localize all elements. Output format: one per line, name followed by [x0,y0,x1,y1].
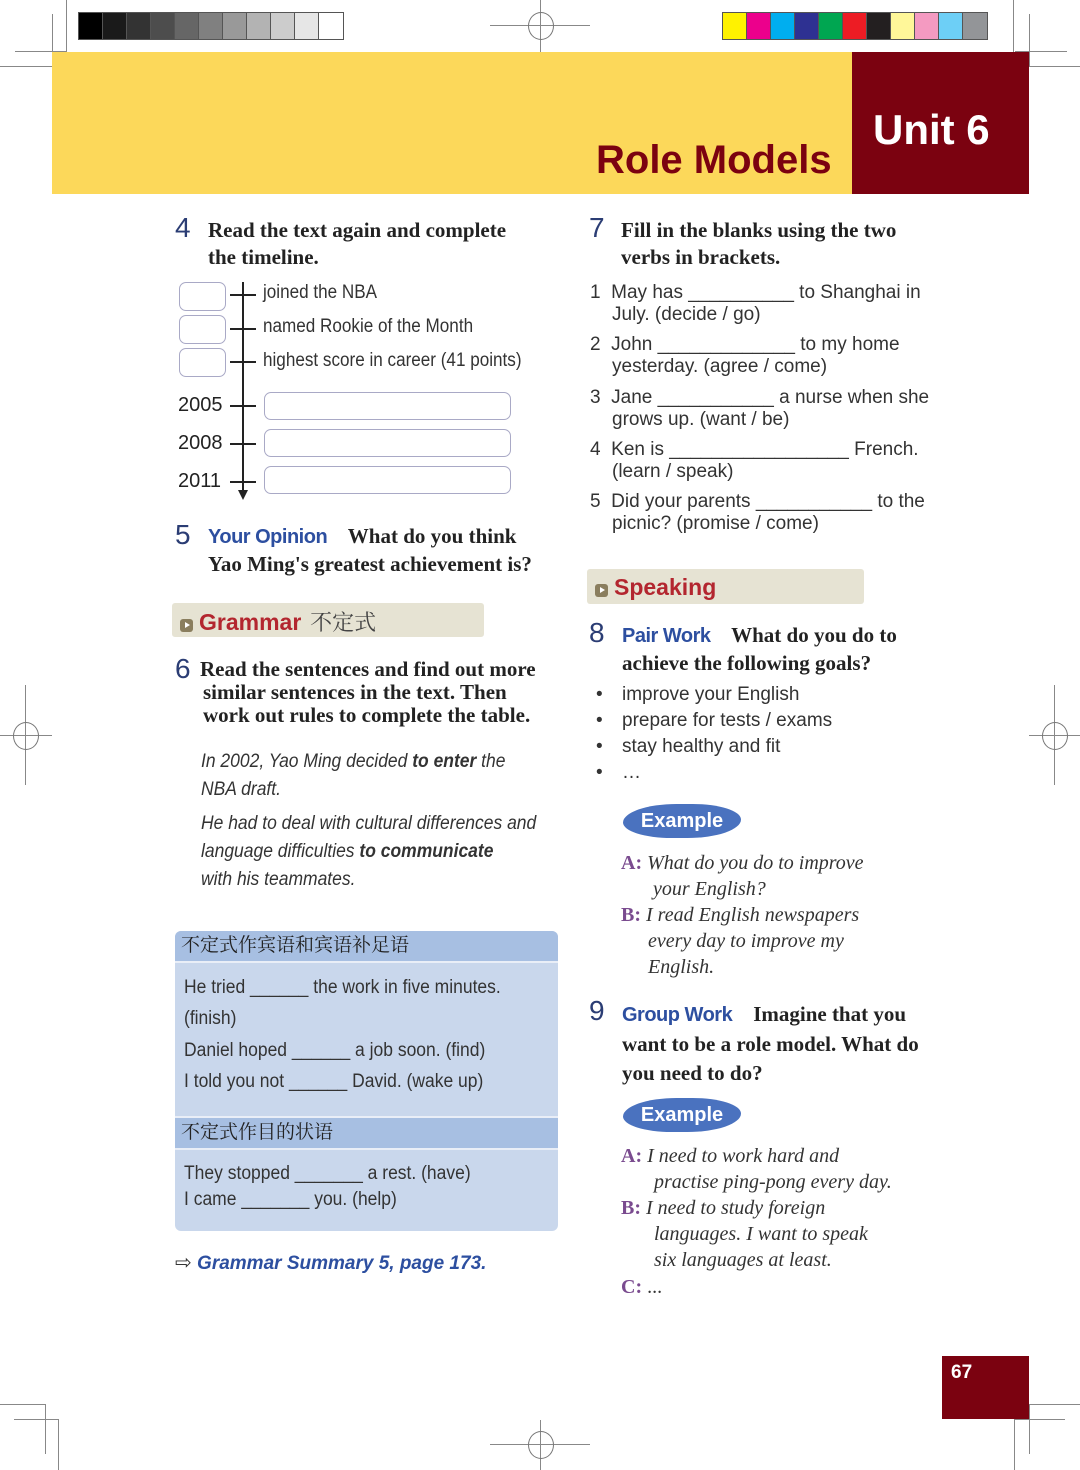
fill-in-item: 1 May has __________ to Shanghai in July. (decide / go) [590,282,921,325]
exercise-number: 6 [175,653,191,684]
question-text: What do you do to [731,623,897,647]
year-input[interactable] [179,282,226,311]
speaking-heading [595,574,716,601]
table-row: They stopped _______ a rest. (have) [184,1163,471,1184]
color-swatch [199,13,223,39]
grammar-table [175,931,558,1231]
color-swatch [127,13,151,39]
exercise-instruction [622,622,897,677]
exercise-instruction [200,658,536,727]
page-number: 67 [951,1362,973,1383]
activity-tag: Pair Work [622,625,711,647]
color-swatch [151,13,175,39]
grammar-label: Grammar [199,609,302,635]
exercise-number: 9 [589,995,605,1026]
instruction-line: work out rules to complete the table. [203,703,531,727]
fill-in-item: 4 Ken is _________________ French. (learn / speak) [590,439,919,482]
color-swatch [319,13,343,39]
dialog-line: A: What do you do to improve your English? [621,852,864,900]
event-input[interactable] [264,466,511,494]
color-swatch [939,13,963,39]
activity-tag: Group Work [622,1004,733,1026]
color-swatch [295,13,319,39]
color-swatch [723,13,747,39]
timeline-axis [242,282,244,492]
play-icon [595,584,608,597]
color-swatch [819,13,843,39]
grammar-summary-text: Grammar Summary 5, page 173. [197,1253,487,1274]
year-input[interactable] [179,348,226,377]
fill-in-item: 5 Did your parents ___________ to the picnic? (promise / come) [590,491,925,534]
play-icon [180,619,193,632]
exercise-instruction [208,523,532,578]
color-swatch [771,13,795,39]
table-section-title: 不定式作目的状语 [175,1118,558,1148]
exercise-instruction [208,217,506,271]
grayscale-color-bar [78,12,344,40]
table-row: He tried ______ the work in five minutes. [184,977,501,998]
dialog-line: B: I read English newspapers every day to improve my English. [621,904,860,978]
color-swatch [795,13,819,39]
table-row: I came _______ you. (help) [184,1189,397,1210]
event-input[interactable] [264,392,511,420]
question-text: achieve the following goals? [622,651,872,675]
unit-title: Unit 6 [873,106,990,153]
question-text: Imagine that you [753,1002,907,1026]
color-swatch [247,13,271,39]
grammar-summary-link[interactable] [175,1250,486,1275]
speaker-label: A: [621,1145,643,1167]
fill-in-item: 2 John _____________ to my home yesterday. (agree / come) [590,334,900,377]
year-input[interactable] [179,315,226,344]
color-swatch [223,13,247,39]
instruction-line: Read the text again and complete [208,218,507,242]
question-text: Yao Ming's greatest achievement is? [208,552,532,576]
fill-in-item: 3 Jane ___________ a nurse when she grows up. (want / be) [590,387,930,430]
instruction-line: verbs in brackets. [621,245,781,269]
exercise-number: 7 [589,212,605,243]
exercise-instruction [621,217,896,271]
speaker-label: B: [621,1197,641,1219]
example-badge: Example [623,804,741,838]
color-swatch [843,13,867,39]
speaking-label: Speaking [614,574,717,600]
speaker-label: A: [621,852,643,874]
exercise-instruction [622,1000,919,1088]
exercise-number: 4 [175,212,191,243]
arrow-right-icon: ⇨ [175,1252,192,1274]
timeline-year: 2005 [178,394,223,416]
table-row: Daniel hoped ______ a job soon. (find) [184,1040,486,1061]
page-title: Role Models [596,138,832,182]
question-text: What do you think [347,524,517,548]
timeline-year: 2008 [178,432,223,454]
grammar-subtitle: 不定式 [310,611,377,636]
table-row: I told you not ______ David. (wake up) [184,1071,484,1092]
table-row: (finish) [184,1008,237,1029]
speaker-label: B: [621,904,641,926]
color-swatch [747,13,771,39]
goal-list-item: • … [596,762,641,783]
color-swatch [103,13,127,39]
dialog-line: C: ... [621,1276,663,1298]
example-sentence: In 2002, Yao Ming decided to enter the NBA draft. [201,751,506,800]
process-color-bar [722,12,988,40]
goal-list-item: • prepare for tests / exams [596,710,833,731]
exercise-number: 8 [589,617,605,648]
grammar-heading [180,606,376,637]
dialog-line: A: I need to work hard and practise ping-pong every day. [621,1145,892,1193]
activity-tag: Your Opinion [208,526,328,548]
timeline-year: 2011 [178,470,222,492]
timeline-arrow-icon [238,490,248,500]
question-text: want to be a role model. What do [622,1032,919,1056]
color-swatch [271,13,295,39]
timeline-event: joined the NBA [263,282,378,303]
instruction-line: Fill in the blanks using the two [621,218,897,242]
example-badge: Example [623,1098,741,1132]
color-swatch [891,13,915,39]
exercise-number: 5 [175,519,191,550]
question-text: you need to do? [622,1061,763,1085]
event-input[interactable] [264,429,511,457]
color-swatch [867,13,891,39]
goal-list-item: • stay healthy and fit [596,736,781,757]
goal-list-item: • improve your English [596,684,800,705]
color-swatch [79,13,103,39]
color-swatch [175,13,199,39]
example-sentence: He had to deal with cultural differences and language difficulties to communicate with his teammates. [201,813,537,890]
instruction-line: the timeline. [208,245,319,269]
timeline-event: named Rookie of the Month [263,316,474,337]
color-swatch [963,13,987,39]
dialog-line: B: I need to study foreign languages. I want to speak six languages at least. [621,1197,868,1271]
speaker-label: C: [621,1276,643,1298]
instruction-line: Read the sentences and find out more [200,657,536,681]
timeline-event: highest score in career (41 points) [263,350,522,371]
table-section-title: 不定式作宾语和宾语补足语 [175,931,558,961]
instruction-line: similar sentences in the text. Then [203,680,507,704]
color-swatch [915,13,939,39]
